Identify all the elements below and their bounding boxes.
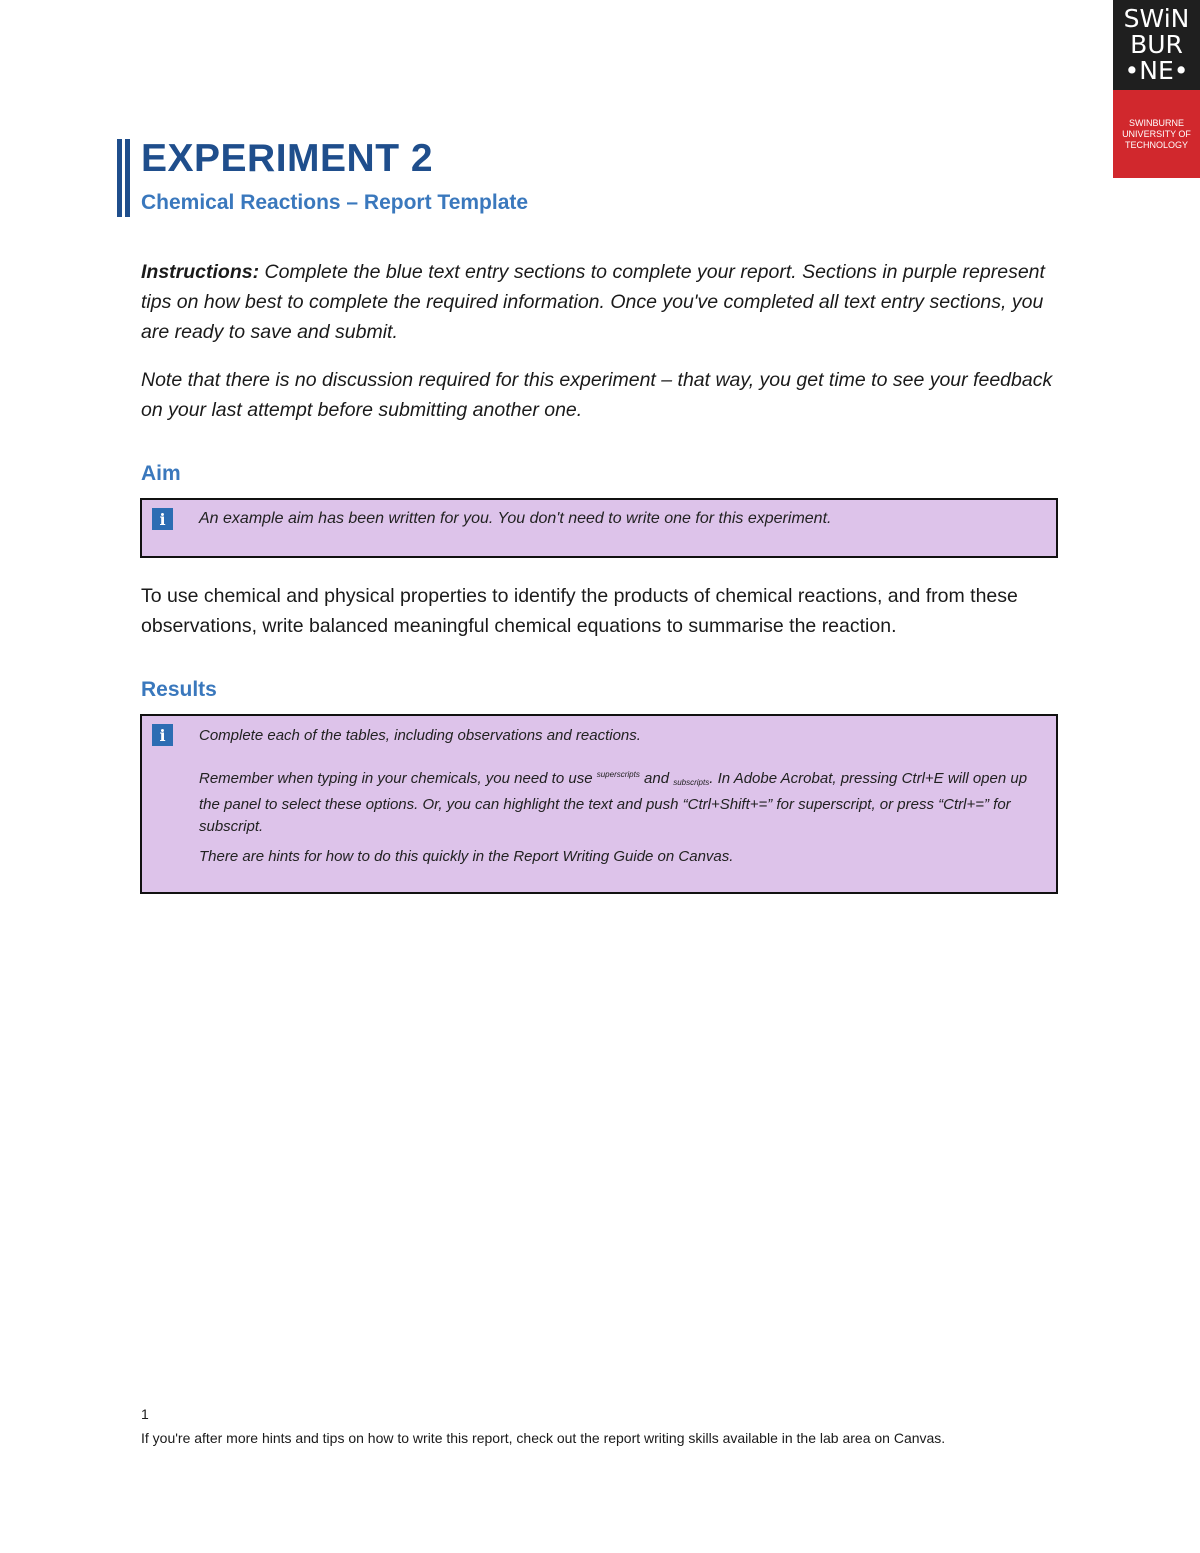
- instructions-text: Complete the blue text entry sections to complete your report. Sections in purple represent tips on how best to complete the required information. Once you've completed all text entry sections, you are ready to save and submit.: [141, 261, 1045, 343]
- logo-subline: UNIVERSITY OF: [1122, 128, 1191, 139]
- aim-text: To use chemical and physical properties to identify the products of chemical reactions, and from these observations, write balanced meaningful chemical equations to summarise the reaction.: [141, 585, 1018, 637]
- logo-line: •NE•: [1124, 56, 1189, 85]
- logo-wordmark: [1113, 0, 1200, 90]
- info-icon: i: [152, 724, 173, 746]
- results-heading: Results: [141, 678, 217, 701]
- logo-subline: TECHNOLOGY: [1124, 139, 1188, 150]
- subscript-example: subscripts: [673, 778, 710, 787]
- title-accent-bars: [117, 139, 131, 217]
- page-title: EXPERIMENT 2: [141, 137, 434, 180]
- logo-line: BUR: [1130, 30, 1183, 59]
- swinburne-logo: [1113, 0, 1200, 178]
- superscript-example: superscripts: [596, 770, 640, 779]
- instructions-label: Instructions:: [141, 261, 260, 283]
- logo-line: SWiN: [1123, 4, 1190, 33]
- page-subtitle: Chemical Reactions – Report Template: [141, 191, 529, 214]
- footnote-number: 1: [141, 1406, 149, 1422]
- aim-heading: Aim: [141, 462, 181, 485]
- footnote-text: If you're after more hints and tips on how to write this report, check out the report writing skills available in the lab area on Canvas.: [141, 1430, 946, 1446]
- logo-subline: SWINBURNE: [1128, 117, 1184, 128]
- results-tip-1: Complete each of the tables, including observations and reactions.: [199, 727, 641, 744]
- results-tip-2: Remember when typing in your chemicals, you need to use $^{superscripts}$ and $_{subscripts}$. In Adobe Acrobat, pressing Ctrl+E will open up the panel to select these options. Or, you can highlight the text and push “Ctrl+Shift+=” for superscript, or press “Ctrl+=” for subscript.: [199, 770, 1028, 835]
- results-tip-3: There are hints for how to do this quickly in the Report Writing Guide on Canvas.: [199, 848, 734, 865]
- instructions-paragraph: [141, 257, 1061, 347]
- note-paragraph: Note that there is no discussion required for this experiment – that way, you get time to see your feedback on your last attempt before submitting another one.: [141, 369, 1053, 421]
- aim-tip-text: An example aim has been written for you. You don't need to write one for this experiment.: [199, 510, 832, 527]
- results-tip-box: [140, 714, 1058, 894]
- info-icon: i: [152, 508, 173, 530]
- aim-tip-box: [140, 498, 1058, 558]
- logo-university-name: [1113, 90, 1200, 178]
